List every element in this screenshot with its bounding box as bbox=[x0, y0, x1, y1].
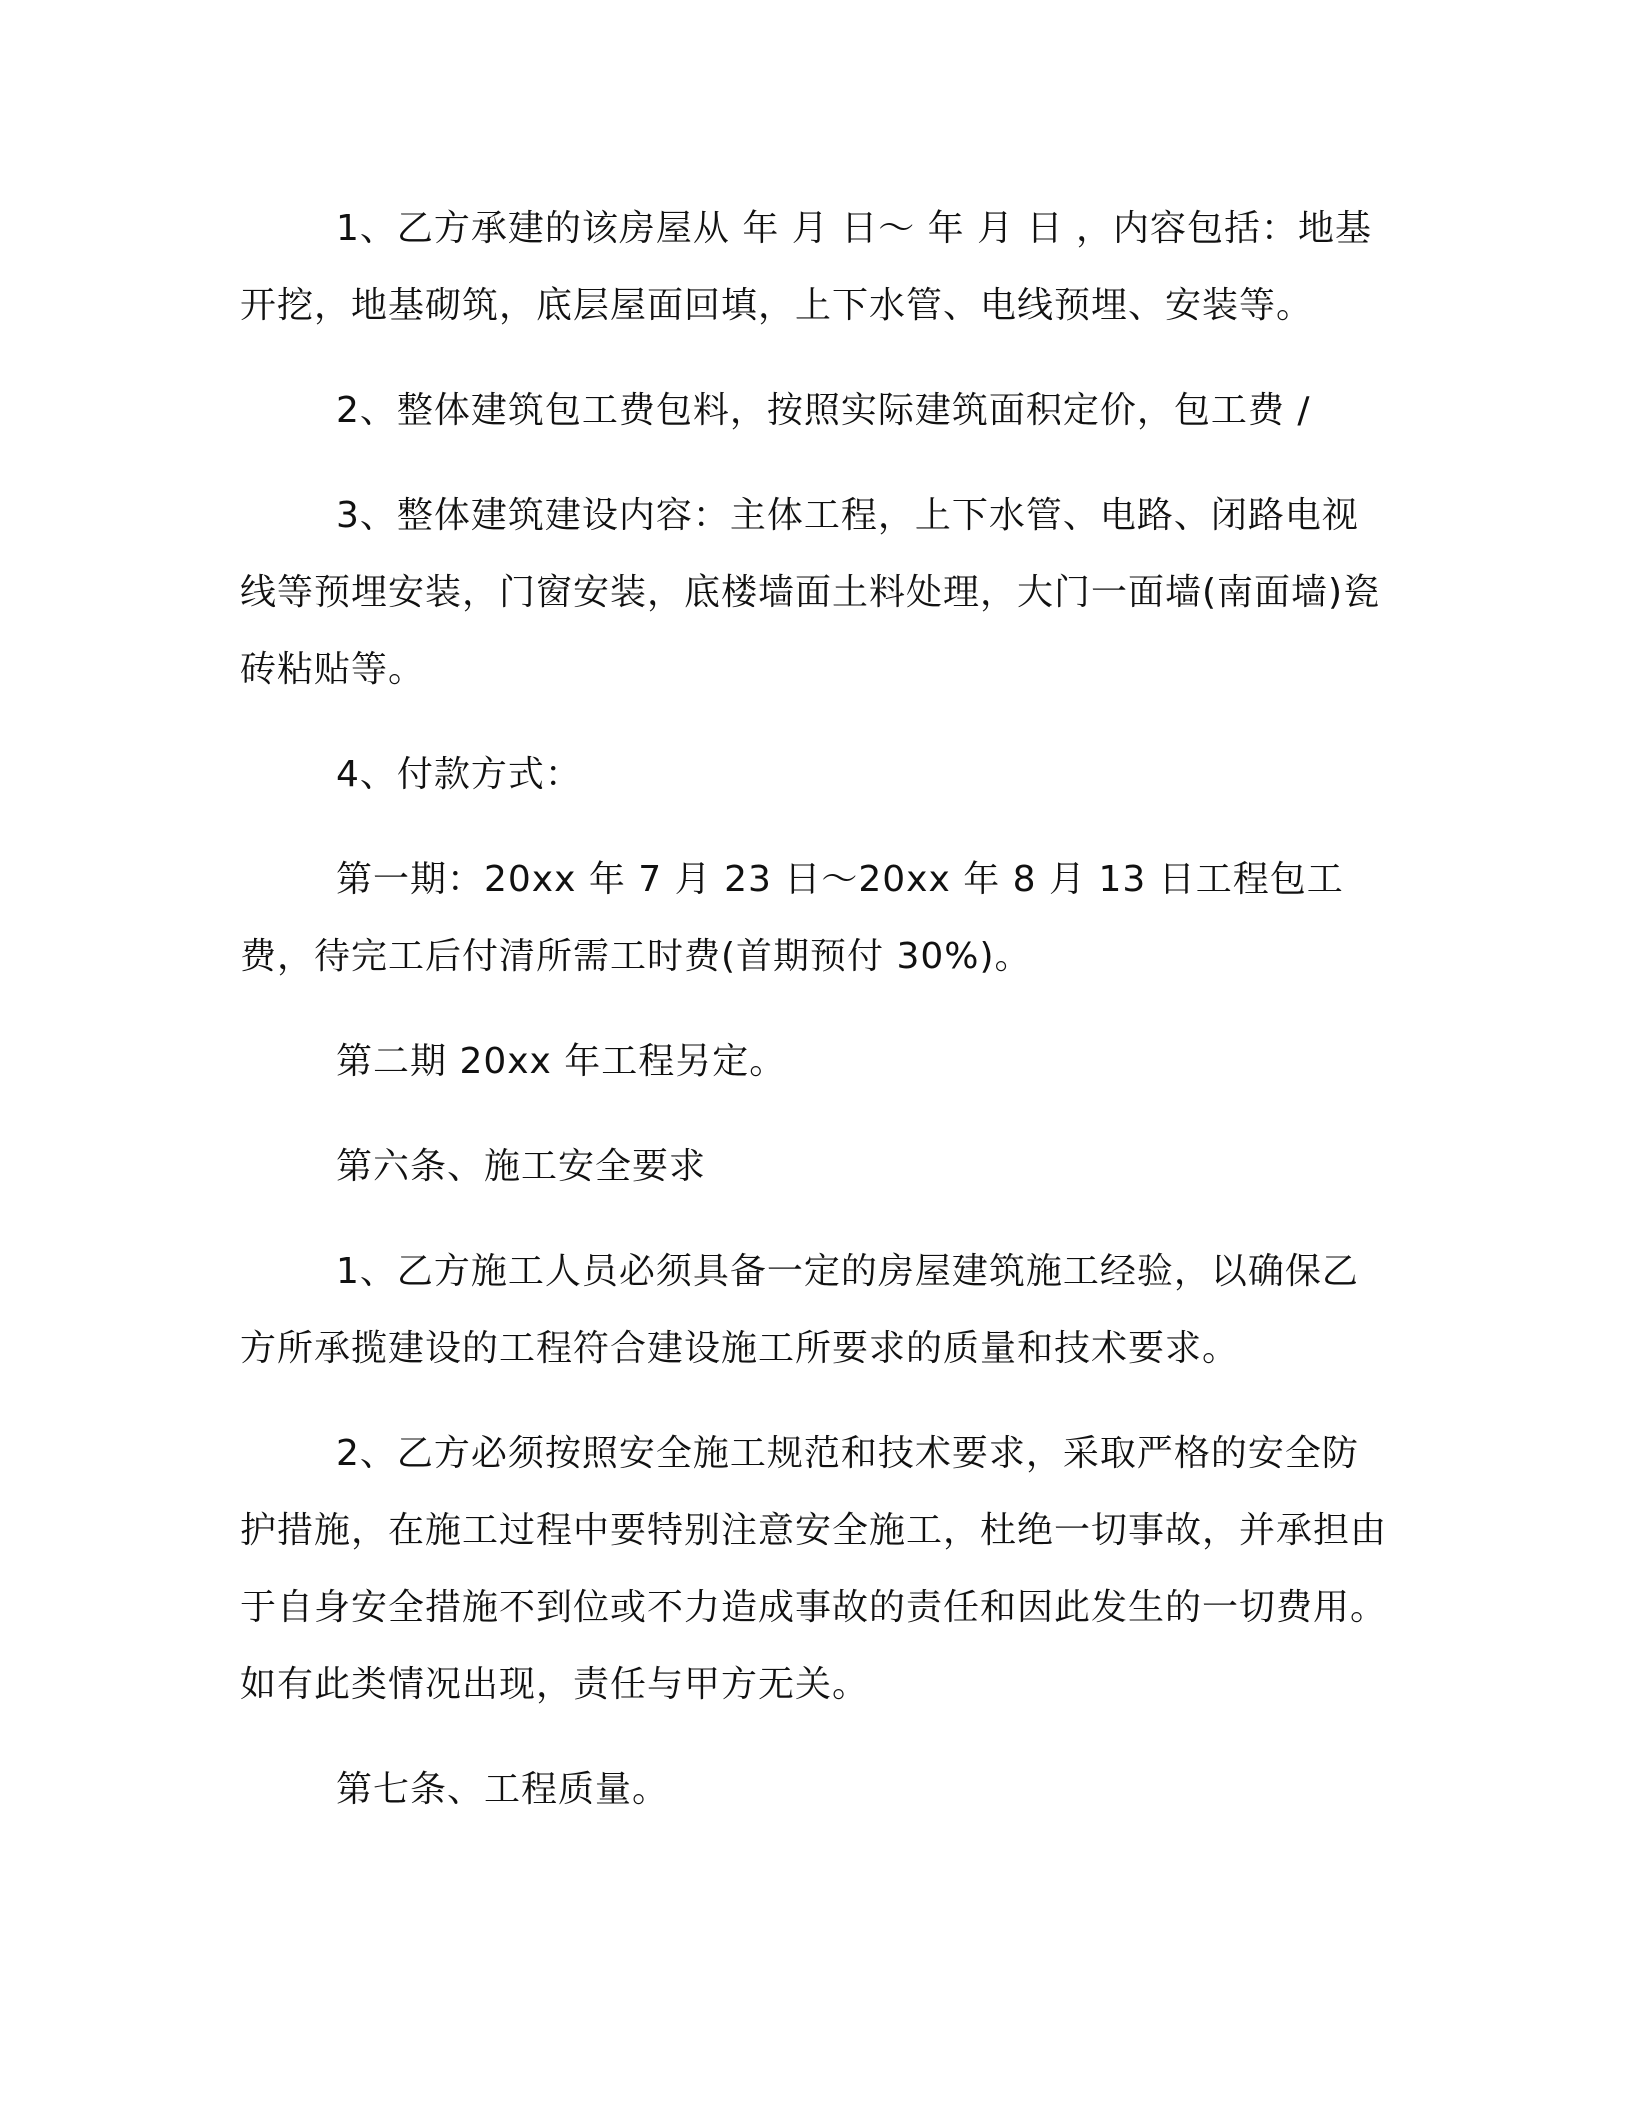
heading-article-seven: 第七条、工程质量。 bbox=[336, 1769, 670, 1810]
document-body bbox=[240, 190, 1390, 1828]
heading-article-six: 第六条、施工安全要求 bbox=[336, 1146, 707, 1187]
paragraph-first-installment: 第一期：20xx 年 7 月 23 日～20xx 年 8 月 13 日工程包工费，待完工后付清所需工时费(首期预付 30%)。 bbox=[240, 859, 1344, 977]
paragraph-labor-fee: 2、整体建筑包工费包料，按照实际建筑面积定价，包工费 / bbox=[336, 390, 1311, 431]
paragraph-construction-content: 3、整体建筑建设内容：主体工程，上下水管、电路、闭路电视线等预埋安装，门窗安装，底楼墙面土料处理，大门一面墙(南面墙)瓷砖粘贴等。 bbox=[240, 495, 1381, 690]
paragraph-construction-scope: 1、乙方承建的该房屋从 年 月 日～ 年 月 日 ，内容包括：地基开挖，地基砌筑，底层屋面回填，上下水管、电线预埋、安装等。 bbox=[240, 208, 1373, 326]
paragraph-second-installment: 第二期 20xx 年工程另定。 bbox=[336, 1041, 787, 1082]
paragraph-payment-method: 4、付款方式： bbox=[336, 754, 582, 795]
paragraph-safety-measures: 2、乙方必须按照安全施工规范和技术要求，采取严格的安全防护措施，在施工过程中要特别注意安全施工，杜绝一切事故，并承担由于自身安全措施不到位或不力造成事故的责任和因此发生的一切费用。如有此类情况出现，责任与甲方无关。 bbox=[240, 1433, 1388, 1705]
paragraph-worker-experience: 1、乙方施工人员必须具备一定的房屋建筑施工经验，以确保乙方所承揽建设的工程符合建设施工所要求的质量和技术要求。 bbox=[240, 1251, 1359, 1369]
